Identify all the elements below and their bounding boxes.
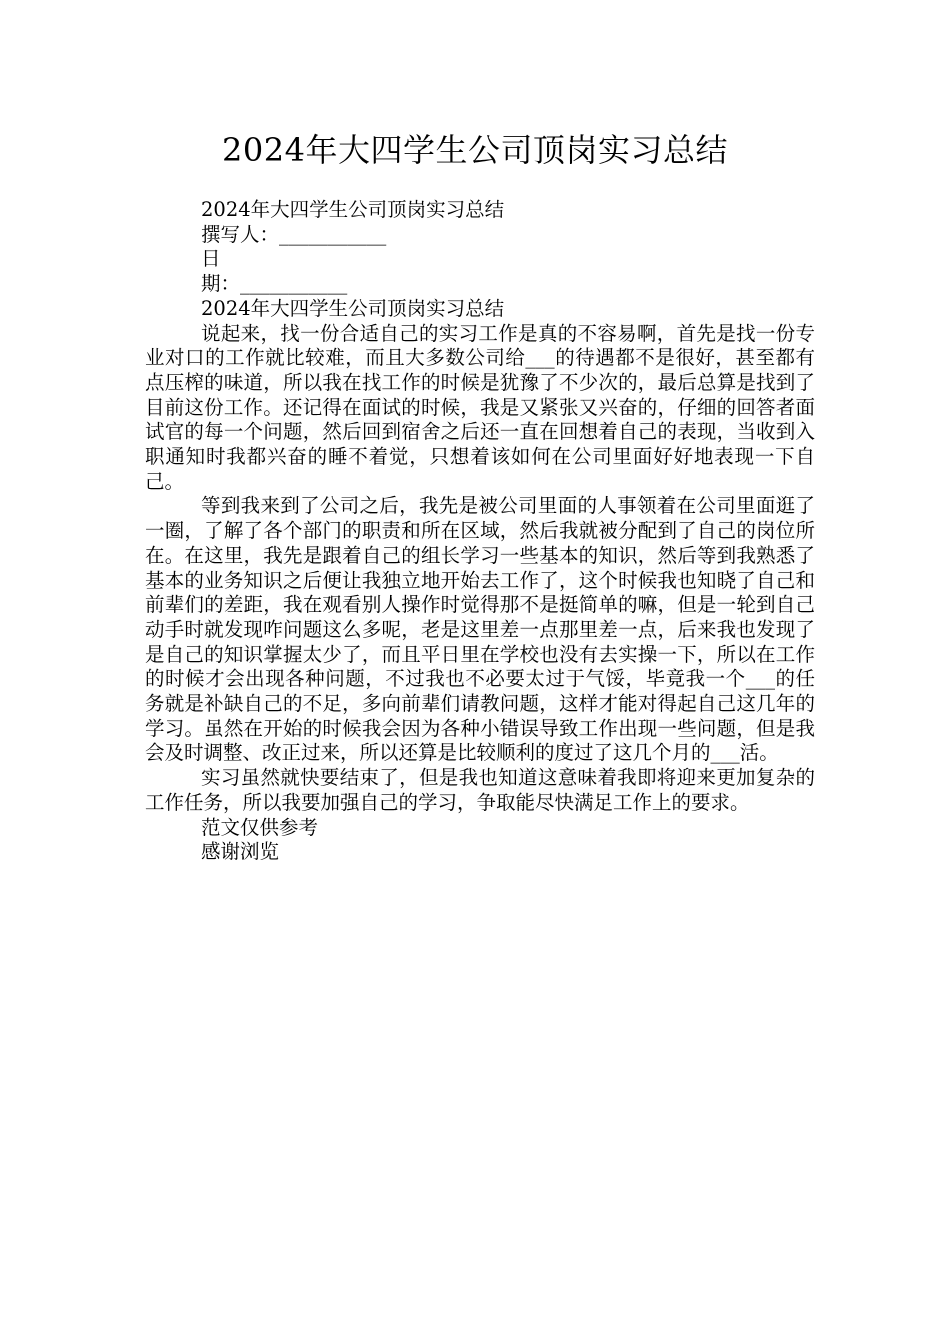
- paragraph-3: 实习虽然就快要结束了，但是我也知道这意味着我即将迎来更加复杂的工作任务，所以我要加强自己的学习，争取能尽快满足工作上的要求。: [145, 766, 815, 814]
- document-body: [145, 198, 815, 865]
- date-line-1: 日: [201, 247, 221, 271]
- date-line-2: 期：___________: [201, 272, 348, 296]
- paragraph-1: 说起来，找一份合适自己的实习工作是真的不容易啊，首先是找一份专业对口的工作就比较难，而且大多数公司给___的待遇都不是很好，甚至都有点压榨的味道，所以我在找工作的时候是犹豫了不少次的，最后总算是找到了目前这份工作。还记得在面试的时候，我是又紧张又兴奋的，仔细的回答者面试官的每一个问题，然后回到宿舍之后还一直在回想着自己的表现，当收到入职通知时我都兴奋的睡不着觉，只想着该如何在公司里面好好地表现一下自己。: [145, 321, 815, 493]
- document-title: 2024年大四学生公司顶岗实习总结: [222, 131, 728, 169]
- document-subtitle: 2024年大四学生公司顶岗实习总结: [201, 198, 505, 221]
- footer-thanks: 感谢浏览: [201, 840, 280, 864]
- heading-repeat: 2024年大四学生公司顶岗实习总结: [201, 296, 505, 320]
- footer-note: 范文仅供参考: [201, 815, 319, 839]
- author-line: 撰写人：___________: [201, 222, 387, 246]
- paragraph-2: 等到我来到了公司之后，我先是被公司里面的人事领着在公司里面逛了一圈，了解了各个部门的职责和所在区域，然后我就被分配到了自己的岗位所在。在这里，我先是跟着自己的组长学习一些基本的知识，然后等到我熟悉了基本的业务知识之后便让我独立地开始去工作了，这个时候我也知晓了自己和前辈们的差距，我在观看别人操作时觉得那不是挺简单的嘛，但是一轮到自己动手时就发现咋问题这么多呢，老是这里差一点那里差一点，后来我也发现了是自己的知识掌握太少了，而且平日里在学校也没有去实操一下，所以在工作的时候才会出现各种问题，不过我也不必要太过于气馁，毕竟我一个___的任务就是补缺自己的不足，多向前辈们请教问题，这样才能对得起自己这几年的学习。虽然在开始的时候我会因为各种小错误导致工作出现一些问题，但是我会及时调整、改正过来，所以还算是比较顺利的度过了这几个月的___活。: [145, 494, 815, 765]
